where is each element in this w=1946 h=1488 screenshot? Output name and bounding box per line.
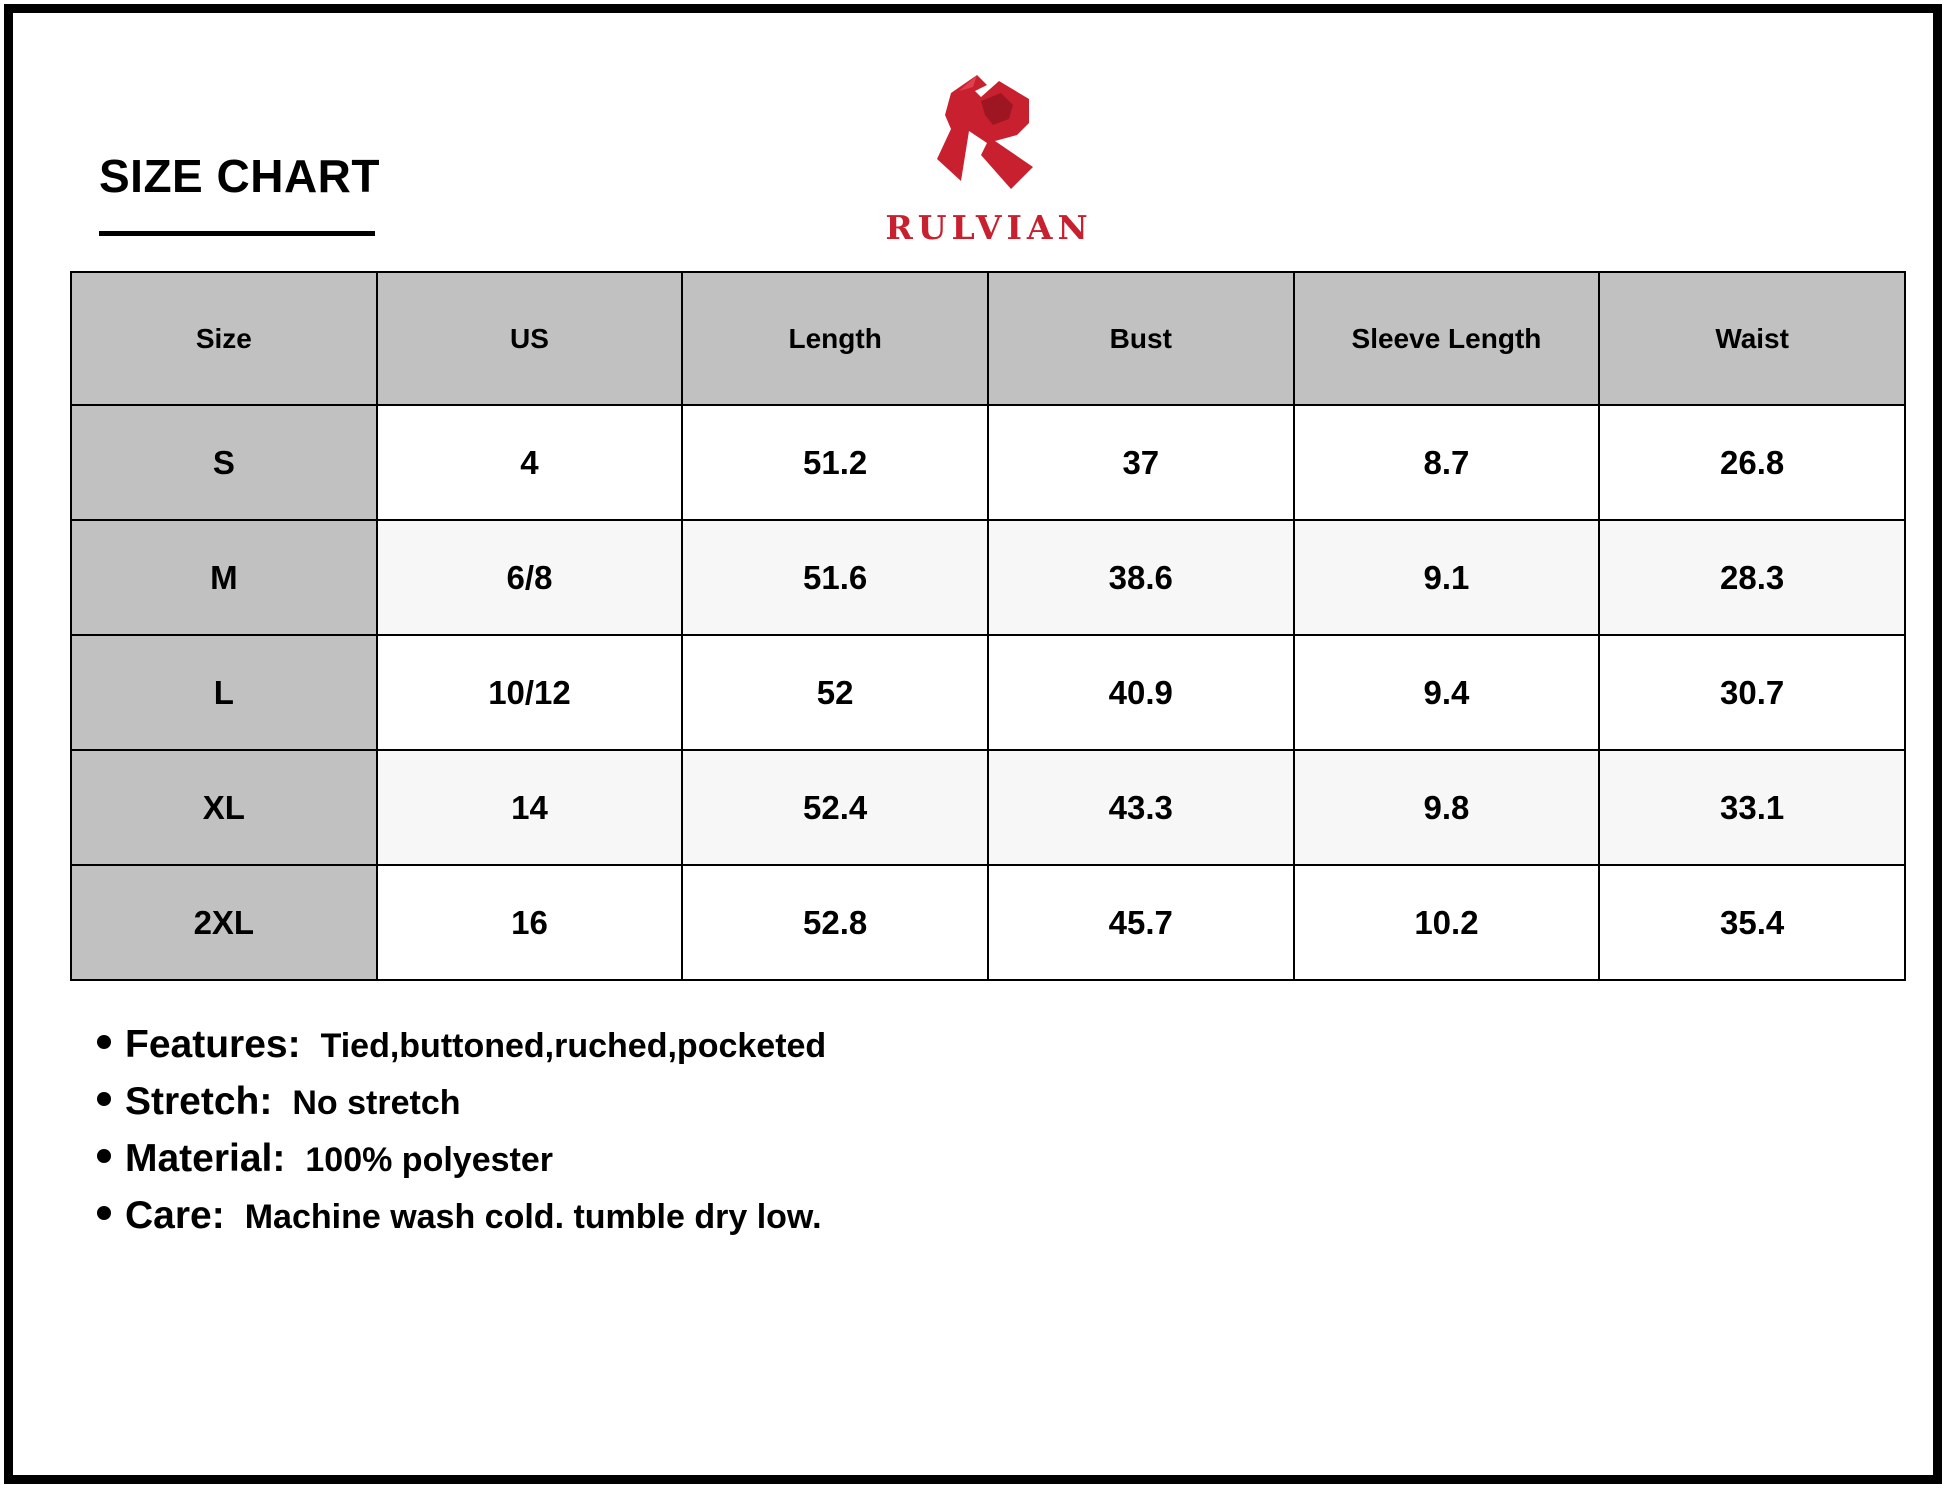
feature-label: Features: xyxy=(125,1023,301,1066)
column-header: Length xyxy=(682,272,988,405)
table-cell: 10/12 xyxy=(377,635,683,750)
column-header: Bust xyxy=(988,272,1294,405)
feature-value: Machine wash cold. tumble dry low. xyxy=(244,1198,822,1236)
size-cell: 2XL xyxy=(71,865,377,980)
page-title: SIZE CHART xyxy=(99,150,380,202)
bullet-icon xyxy=(97,1206,111,1220)
table-row xyxy=(71,865,1905,980)
size-cell: L xyxy=(71,635,377,750)
table-cell: 9.4 xyxy=(1294,635,1600,750)
title-underline xyxy=(99,231,375,236)
rulvian-r-logo-icon xyxy=(929,71,1049,196)
feature-label: Care: xyxy=(125,1194,225,1237)
table-cell: 30.7 xyxy=(1599,635,1905,750)
size-cell: S xyxy=(71,405,377,520)
table-row xyxy=(71,635,1905,750)
list-item xyxy=(97,1194,826,1251)
table-cell: 52.8 xyxy=(682,865,988,980)
size-cell: XL xyxy=(71,750,377,865)
table-cell: 33.1 xyxy=(1599,750,1905,865)
column-header: US xyxy=(377,272,683,405)
table-cell: 9.8 xyxy=(1294,750,1600,865)
page-frame xyxy=(4,4,1942,1484)
bullet-icon xyxy=(97,1035,111,1049)
feature-value: Tied,buttoned,ruched,pocketed xyxy=(320,1027,827,1065)
feature-label: Stretch: xyxy=(125,1080,273,1123)
brand-logo xyxy=(869,71,1109,251)
table-cell: 28.3 xyxy=(1599,520,1905,635)
table-cell: 6/8 xyxy=(377,520,683,635)
table-cell: 10.2 xyxy=(1294,865,1600,980)
table-cell: 8.7 xyxy=(1294,405,1600,520)
list-item xyxy=(97,1023,826,1080)
table-cell: 35.4 xyxy=(1599,865,1905,980)
feature-value: No stretch xyxy=(292,1084,461,1122)
table-cell: 14 xyxy=(377,750,683,865)
column-header: Size xyxy=(71,272,377,405)
table-cell: 51.2 xyxy=(682,405,988,520)
brand-name: RULVIAN xyxy=(885,208,1093,247)
size-table xyxy=(70,271,1906,981)
table-cell: 4 xyxy=(377,405,683,520)
column-header: Sleeve Length xyxy=(1294,272,1600,405)
table-row xyxy=(71,520,1905,635)
table-cell: 45.7 xyxy=(988,865,1294,980)
table-cell: 16 xyxy=(377,865,683,980)
list-item xyxy=(97,1080,826,1137)
list-item xyxy=(97,1137,826,1194)
table-cell: 43.3 xyxy=(988,750,1294,865)
column-header: Waist xyxy=(1599,272,1905,405)
feature-label: Material: xyxy=(125,1137,286,1180)
table-cell: 40.9 xyxy=(988,635,1294,750)
feature-value: 100% polyester xyxy=(305,1141,553,1179)
table-cell: 52.4 xyxy=(682,750,988,865)
product-features-list xyxy=(97,1023,826,1251)
table-row xyxy=(71,750,1905,865)
table-cell: 26.8 xyxy=(1599,405,1905,520)
table-cell: 52 xyxy=(682,635,988,750)
table-row xyxy=(71,405,1905,520)
size-cell: M xyxy=(71,520,377,635)
table-cell: 38.6 xyxy=(988,520,1294,635)
bullet-icon xyxy=(97,1149,111,1163)
table-cell: 51.6 xyxy=(682,520,988,635)
table-cell: 9.1 xyxy=(1294,520,1600,635)
table-cell: 37 xyxy=(988,405,1294,520)
table-header-row xyxy=(71,272,1905,405)
bullet-icon xyxy=(97,1092,111,1106)
